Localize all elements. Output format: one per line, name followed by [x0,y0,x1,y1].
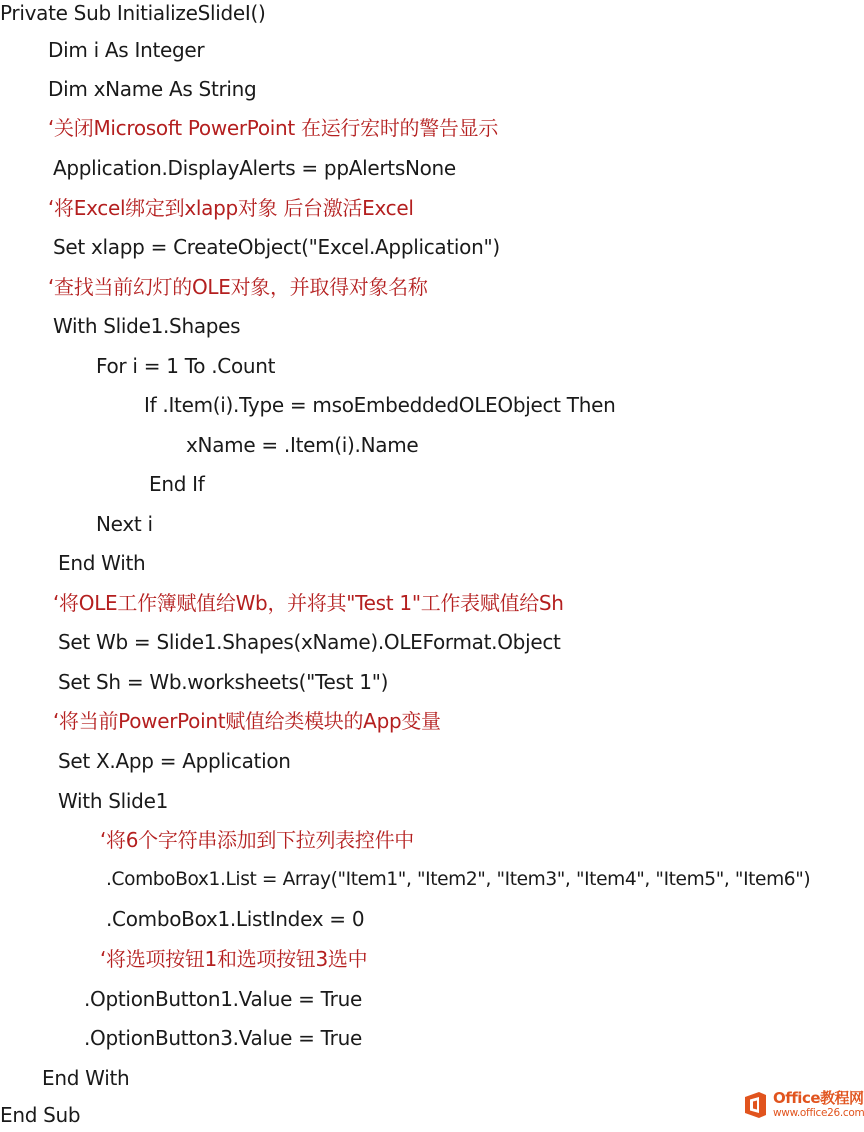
comment-line-select-options: ‘将选项按钮1和选项按钮3选中 [100,947,368,971]
comment-line-add-strings: ‘将6个字符串添加到下拉列表控件中 [100,828,414,852]
code-line-dim-xname: Dim xName As String [48,77,257,101]
office-logo-icon [742,1090,770,1120]
code-line-for-loop: For i = 1 To .Count [96,354,276,378]
code-line-if-type: If .Item(i).Type = msoEmbeddedOLEObject Then [144,393,616,417]
watermark-url: www.office26.com [773,1107,864,1119]
office26-watermark [742,1086,864,1124]
code-line-assign-name: xName = .Item(i).Name [186,433,419,457]
code-line-set-app: Set X.App = Application [58,749,291,773]
code-line-set-wb: Set Wb = Slide1.Shapes(xName).OLEFormat.Object [58,630,561,654]
code-line-option-button-1: .OptionButton1.Value = True [84,987,362,1011]
comment-line-disable-alerts: ‘关闭Microsoft PowerPoint 在运行宏时的警告显示 [48,116,499,140]
code-line-combobox-listindex: .ComboBox1.ListIndex = 0 [106,907,365,931]
code-line-end-with-slide: End With [42,1066,130,1090]
code-line-end-if: End If [149,472,205,496]
code-line-with-slide: With Slide1 [58,789,169,813]
comment-line-assign-wb: ‘将OLE工作簿赋值给Wb，并将其"Test 1"工作表赋值给Sh [53,591,564,615]
code-line-option-button-3: .OptionButton3.Value = True [84,1026,362,1050]
code-line-dim-i: Dim i As Integer [48,38,205,62]
code-line-sub-declaration: Private Sub InitializeSlideI() [0,1,266,25]
comment-line-find-ole: ‘查找当前幻灯的OLE对象，并取得对象名称 [48,275,428,299]
code-line-set-sh: Set Sh = Wb.worksheets("Test 1") [58,670,389,694]
code-line-end-with-shapes: End With [58,551,146,575]
comment-line-bind-excel: ‘将Excel绑定到xlapp对象 后台激活Excel [48,196,414,220]
code-line-create-object: Set xlapp = CreateObject("Excel.Application") [53,235,500,259]
comment-line-assign-app: ‘将当前PowerPoint赋值给类模块的App变量 [53,709,441,733]
code-line-display-alerts: Application.DisplayAlerts = ppAlertsNone [53,156,456,180]
code-line-next-i: Next i [96,512,153,536]
code-line-combobox-list: .ComboBox1.List = Array("Item1", "Item2", "Item3", "Item4", "Item5", "Item6") [106,869,811,890]
watermark-title: Office教程网 [773,1089,864,1107]
code-line-with-shapes: With Slide1.Shapes [53,314,241,338]
code-line-end-sub: End Sub [0,1103,81,1127]
